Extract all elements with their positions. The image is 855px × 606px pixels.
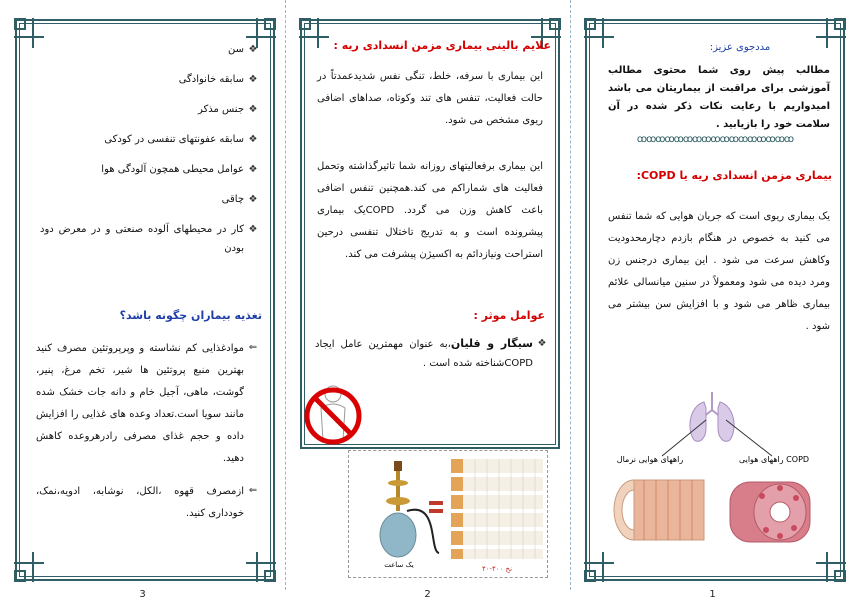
hookah-cigarettes-image [348,450,548,578]
diamond-bullet-icon: ❖ [248,224,258,235]
diamond-bullet-icon: ❖ [248,74,258,85]
section-title-factors: عوامل موثر : [473,309,545,322]
page-number: 2 [424,589,431,600]
normal-airway-label: راههای هوایی نرمال [616,455,684,464]
corner-ornament [584,18,614,48]
hookah-caption: یک ساعت [384,561,414,569]
list-item: ❖ چاقی [40,190,262,209]
symptoms-paragraph: این بیماری با سرفه، خلط، تنگی نفس شدیدعمدتاً در حالت فعالیت، تنفس های تند وکوتاه، صداهای اضافی ریوی مشخص می شود. [317,71,543,126]
airway-figure [602,384,822,562]
diamond-bullet-icon: ❖ [248,44,258,55]
page-number: 3 [139,589,146,600]
section-title-copd: بیماری مزمن انسدادی ریه یا COPD: [636,169,832,182]
factor-smoking-text: ،به عنوان مهمترین عامل ایجاد COPDشناخته شده است . [315,339,533,369]
chain-ornament: ꝏꝏꝏꝏꝏꝏꝏꝏꝏꝏꝏꝏꝏꝏꝏꝏꝏ [636,134,794,145]
list-item: ❖ سابقه خانوادگی [40,70,262,89]
cigarettes-caption: ۴۰-۴۰۰ نخ [481,565,513,573]
arrow-bullet-icon: ⇐ [248,342,258,353]
panel-1-header: مددجوی عزیز: [709,42,771,53]
intro-text: مطالب پیش روی شما محتوی مطالب آموزشی برای مراقبت از بیماریتان می باشد امیدواریم با رعایت نکات ذکر شده در آن سلامت خود را بازیابید . [608,65,830,130]
section-title-symptoms: علایم بالینی بیماری مزمن انسدادی ریه : [333,39,551,52]
list-item: ⇐ موادغذایی کم نشاسته و وپرپروتئین مصرف کنید بهترین منبع پروتئین ها شیر، تخم مرغ، پنیر، گوشت، ماهی، آجیل خام و دانه جات خشک شده مانند سویا است.تعداد وعده های غذایی را افزایش داده و حجم غذای مصرفی رادرهروعده کاهش دهید. [36,338,262,470]
corner-ornament [14,552,44,582]
corner-ornament [246,552,276,582]
list-item: ❖ عوامل محیطی همچون آلودگی هوا [40,160,262,179]
section-title-nutrition: تغذیه بیماران چگونه باشد؟ [119,309,262,322]
list-item: ❖ سابقه عفونتهای تنفسی در کودکی [40,130,262,149]
copd-airway-label: راههای هوایی COPD [738,455,810,464]
panel-3 [0,0,285,606]
page-number: 1 [709,589,716,600]
list-item: ❖ جنس مذکر [40,100,262,119]
panel-1 [570,0,855,606]
diamond-bullet-icon: ❖ [248,194,258,205]
no-smoking-icon [303,370,363,450]
copd-description: یک بیماری ریوی است که جریان هوایی که شما تنفس می کنید به خصوص در هنگام بازدم دچارمحدودیت وکاهش سرعت می شود . این بیماری درجنس زن ومرد دیده می شود ومعمولاً در سنین میانسالی علائم بیماری ظاهر می شود و با افزایش سن بیشتر می شود . [608,211,830,332]
diamond-bullet-icon: ❖ [248,164,258,175]
list-item: ❖ سن [40,40,262,59]
list-item: ⇐ ازمصرف قهوه ،الکل، نوشابه، ادویه،نمک، خودداری کنید. [36,481,262,525]
list-item: ❖ کار در محیطهای آلوده صنعتی و در معرض دود بودن [40,220,262,258]
arrow-bullet-icon: ⇐ [248,485,258,496]
corner-ornament [816,18,846,48]
factor-smoking-bold: سیگار و قلیان [450,337,533,350]
nutrition-list [36,338,262,536]
diamond-bullet-icon: ❖ [248,134,258,145]
risk-factors-list [40,40,262,269]
diamond-bullet-icon: ❖ [248,104,258,115]
diamond-bullet-icon: ❖ [537,338,547,349]
panel-2 [285,0,570,606]
effects-paragraph: این بیماری برفعالیتهای روزانه شما تاثیرگذاشته وتحمل فعالیت های شماراکم می کند.همچنین تنفس اضافی باعث کاهش وزن می گردد. COPDیک بیماری پیشرونده است و به تدریج تاختلال تنفسی درحین استراحت ونیازدائم به اکسیژن پیشرفت می کند. [317,161,543,260]
